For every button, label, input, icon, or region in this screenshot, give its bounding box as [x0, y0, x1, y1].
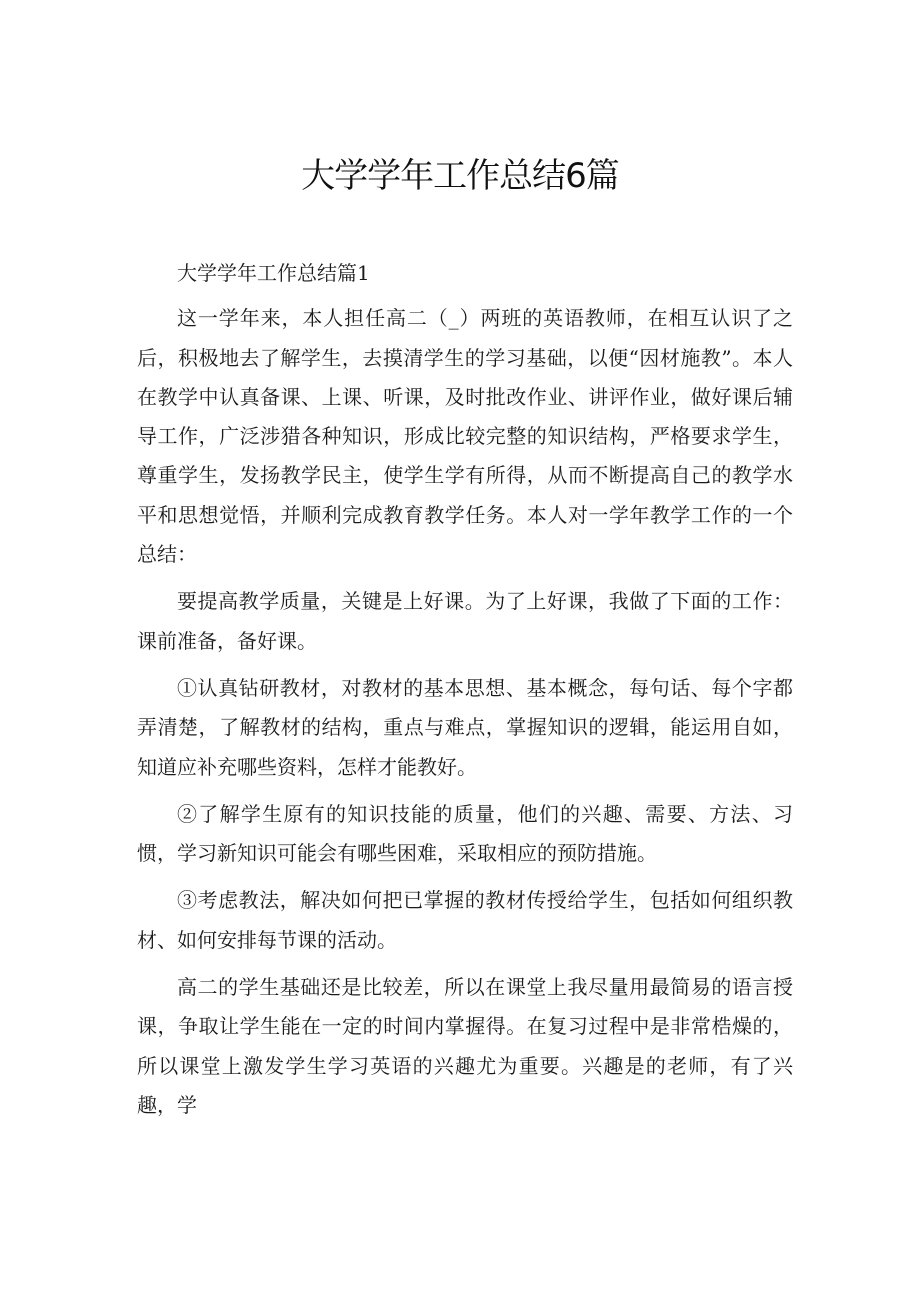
paragraph-point-1: ①认真钻研教材，对教材的基本思想、基本概念，每句话、每个字都弄清楚，了解教材的结构，重点与难点，掌握知识的逻辑，能运用自如，知道应补充哪些资料，怎样才能教好。 — [137, 675, 793, 779]
section-heading: 大学学年工作总结篇1 — [177, 261, 370, 285]
paragraph-students: 高二的学生基础还是比较差，所以在课堂上我尽量用最简易的语言授课，争取让学生能在一定的时间内掌握得。在复习过程中是非常梏燥的，所以课堂上激发学生学习英语的兴趣尤为重要。兴趣是的老师，有了兴趣，学 — [137, 975, 793, 1117]
document-title: 大学学年工作总结6篇 — [301, 156, 619, 196]
paragraph-quality: 要提高教学质量，关键是上好课。为了上好课，我做了下面的工作：课前准备，备好课。 — [137, 589, 793, 653]
document-body — [137, 254, 793, 1133]
paragraph-intro: 这一学年来，本人担任高二（_）两班的英语教师，在相互认识了之后，积极地去了解学生，去摸清学生的学习基础，以便“因材施教”。本人在教学中认真备课、上课、听课，及时批改作业、讲评作业，做好课后辅导工作，广泛涉猎各种知识，形成比较完整的知识结构，严格要求学生，尊重学生，发扬教学民主，使学生学有所得，从而不断提高自己的教学水平和思想觉悟，并顺利完成教育教学任务。本人对一学年教学工作的一个总结： — [137, 306, 793, 567]
paragraph-point-3: ③考虑教法，解决如何把已掌握的教材传授给学生，包括如何组织教材、如何安排每节课的活动。 — [137, 888, 793, 952]
paragraph-point-2: ②了解学生原有的知识技能的质量，他们的兴趣、需要、方法、习惯，学习新知识可能会有哪些困难，采取相应的预防措施。 — [137, 801, 793, 866]
